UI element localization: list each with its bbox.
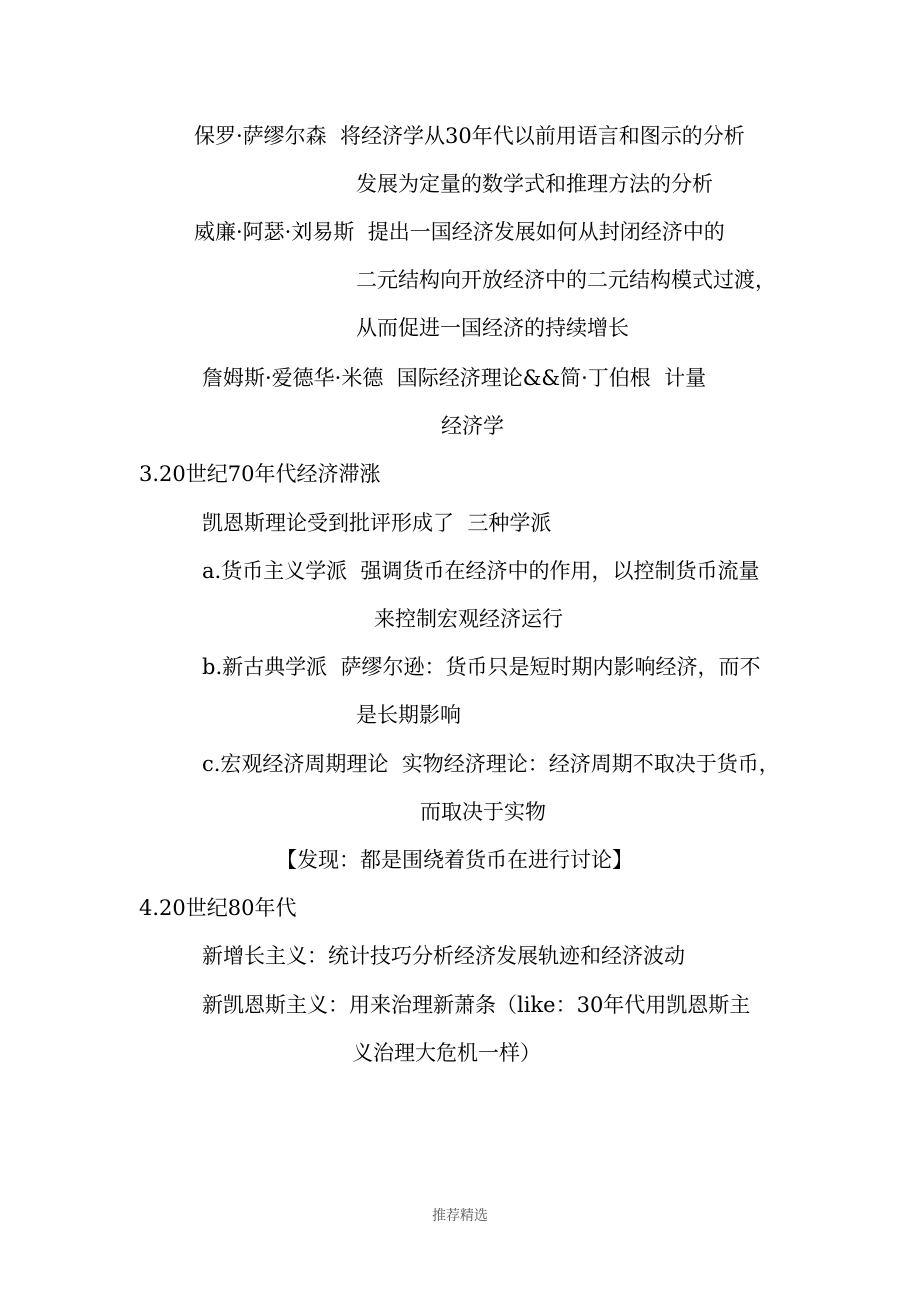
line-samuelson-cont: 发展为定量的数学式和推理方法的分析 [356,172,713,196]
item-c-cont: 而取决于实物 [420,800,546,824]
line-meade-cont: 经济学 [441,414,504,438]
heading-section-4: 4.20世纪80年代 [139,896,297,920]
line-lewis: 威廉·阿瑟·刘易斯 提出一国经济发展如何从封闭经济中的 [194,220,725,244]
line-new-keynesian-cont: 义治理大危机一样） [352,1041,541,1065]
line-new-keynesian: 新凯恩斯主义：用来治理新萧条（like：30年代用凯恩斯主 [202,993,751,1017]
line-new-growth: 新增长主义：统计技巧分析经济发展轨迹和经济波动 [202,944,685,968]
item-b-cont: 是长期影响 [356,703,461,727]
finding-note: 【发现：都是围绕着货币在进行讨论】 [276,848,633,872]
item-a-cont: 来控制宏观经济运行 [374,607,563,631]
line-keynes-criticism: 凯恩斯理论受到批评形成了 三种学派 [202,511,552,535]
item-a-monetarism: a.货币主义学派 强调货币在经济中的作用，以控制货币流量 [202,559,760,583]
line-lewis-cont-1: 二元结构向开放经济中的二元结构模式过渡， [356,268,776,292]
line-lewis-cont-2: 从而促进一国经济的持续增长 [356,316,629,340]
heading-section-3: 3.20世纪70年代经济滞涨 [139,462,381,486]
page-footer: 推荐精选 [432,1208,488,1224]
item-c-business-cycle: c.宏观经济周期理论 实物经济理论：经济周期不取决于货币， [202,752,780,776]
line-samuelson: 保罗·萨缪尔森 将经济学从30年代以前用语言和图示的分析 [194,124,745,148]
item-b-neoclassical: b.新古典学派 萨缪尔逊：货币只是短时期内影响经济，而不 [202,655,761,679]
line-meade: 詹姆斯·爱德华·米德 国际经济理论&&简·丁伯根 计量 [202,366,707,390]
